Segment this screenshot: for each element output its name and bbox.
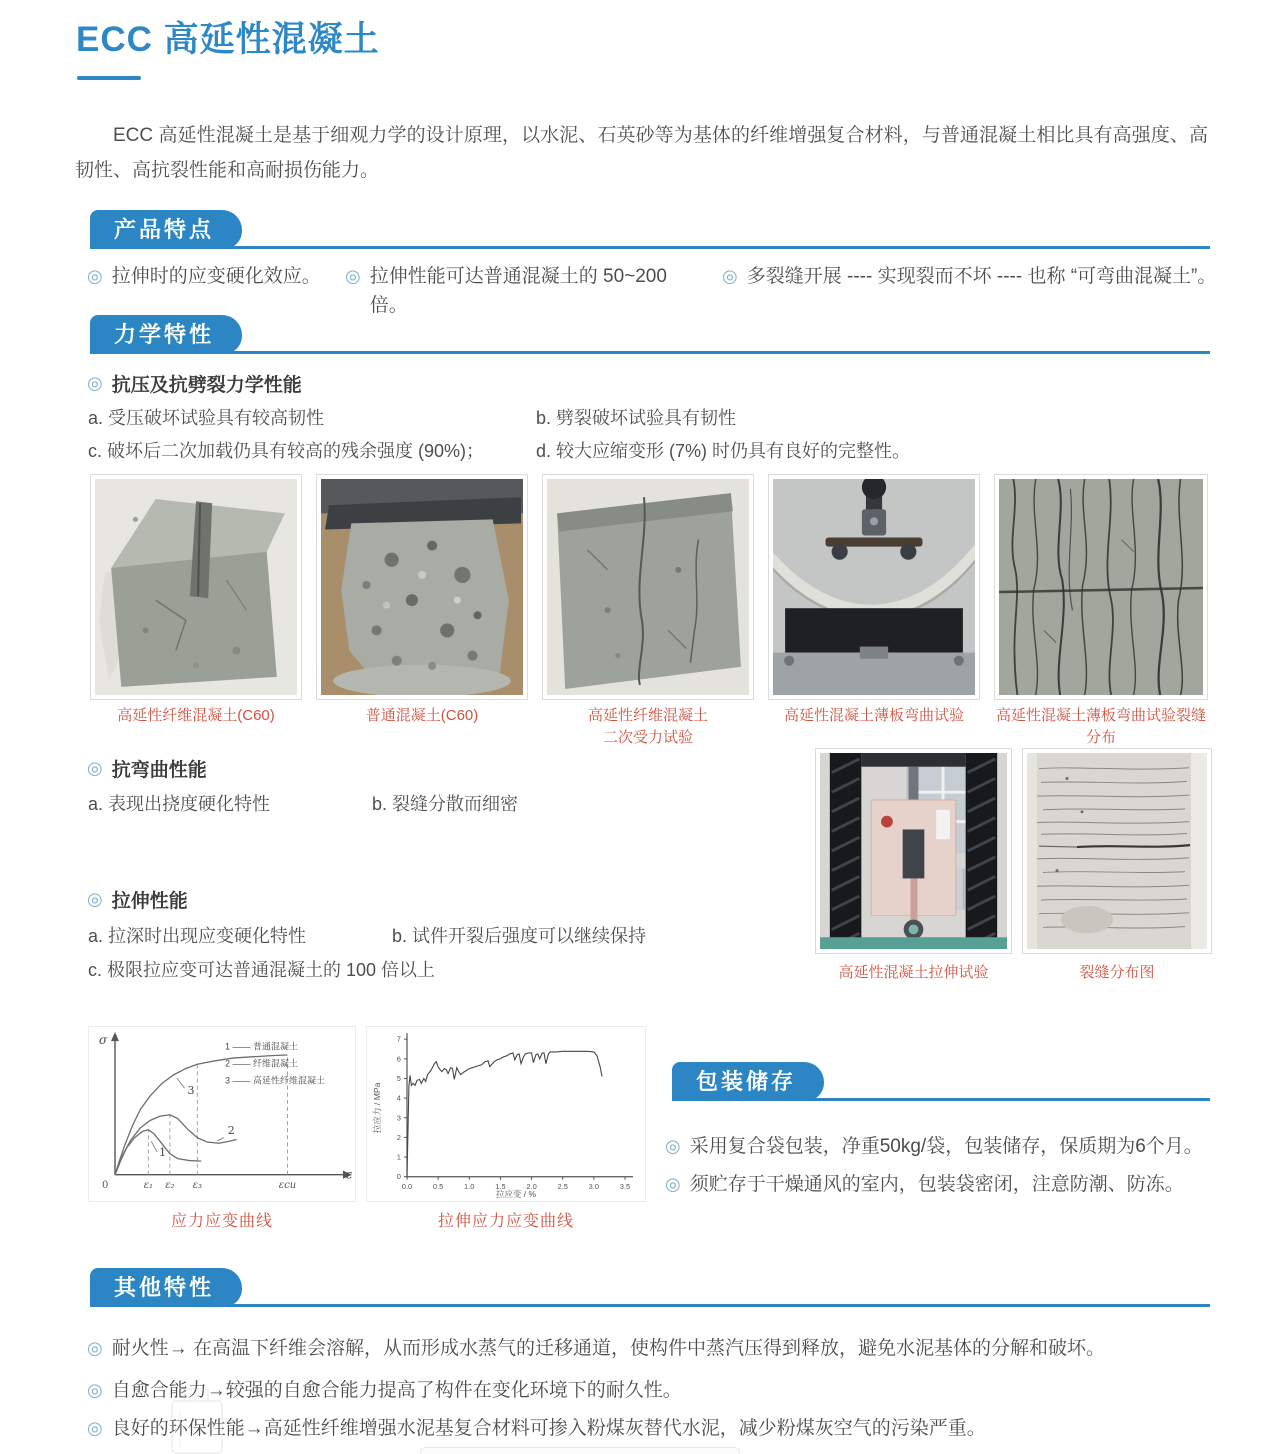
feature-bullet bbox=[87, 262, 337, 291]
photo-normal-concrete-c60-image bbox=[321, 479, 523, 695]
compression-item-a: a. 受压破坏试验具有较高韧性 bbox=[88, 408, 325, 428]
bending-item-b: b. 裂缝分散而细密 bbox=[372, 794, 519, 814]
svg-text:1: 1 bbox=[396, 1152, 401, 1162]
section-tab-packaging: 包装储存 bbox=[672, 1062, 824, 1101]
photo-tension-crack-map-image bbox=[1027, 753, 1207, 949]
double-circle-bullet-icon: ◎ bbox=[87, 889, 103, 909]
svg-text:1 —— 普通混凝土: 1 —— 普通混凝土 bbox=[225, 1041, 298, 1052]
svg-text:3.0: 3.0 bbox=[588, 1181, 600, 1191]
other-feature-bullet-text: 良好的环保性能→高延性纤维增强水泥基复合材料可掺入粉煤灰替代水泥，减少粉煤灰空气的污染严重。 bbox=[111, 1418, 986, 1439]
photo-thin-plate-bending-test-image bbox=[773, 479, 975, 695]
svg-text:1: 1 bbox=[159, 1146, 167, 1160]
photo-tension-crack-map bbox=[1022, 748, 1212, 954]
photo-caption: 高延性混凝土薄板弯曲试验 bbox=[783, 707, 964, 724]
photo-caption-line1: 高延性纤维混凝土 bbox=[587, 707, 708, 724]
tensile-stress-strain-chart bbox=[366, 1026, 646, 1202]
subsection-compression bbox=[87, 370, 302, 397]
photo-caption: 高延性混凝土薄板弯曲试验裂缝分布 bbox=[995, 707, 1206, 746]
double-circle-bullet-icon: ◎ bbox=[87, 266, 103, 286]
stress-strain-schematic-svg bbox=[89, 1027, 355, 1201]
title-underline bbox=[77, 76, 141, 80]
double-circle-bullet-icon: ◎ bbox=[87, 1418, 103, 1438]
svg-text:拉应变 / %: 拉应变 / % bbox=[495, 1188, 537, 1199]
svg-text:1.5: 1.5 bbox=[495, 1181, 506, 1191]
svg-text:ε: ε bbox=[346, 1167, 353, 1182]
photo-caption: 普通混凝土(C60) bbox=[365, 707, 479, 724]
page-title: ECC 高延性混凝土 bbox=[76, 20, 380, 59]
photo-bending-crack-distribution bbox=[994, 474, 1208, 700]
double-circle-bullet-icon: ◎ bbox=[87, 1338, 103, 1358]
other-feature-bullet bbox=[87, 1334, 1217, 1363]
svg-text:3.5: 3.5 bbox=[619, 1181, 631, 1191]
svg-text:5: 5 bbox=[396, 1073, 401, 1083]
photo-tension-test-machine-image bbox=[820, 753, 1007, 949]
svg-text:0: 0 bbox=[102, 1179, 109, 1191]
other-feature-bullet bbox=[87, 1376, 1217, 1405]
svg-text:2: 2 bbox=[396, 1132, 401, 1142]
other-feature-bullet bbox=[87, 1414, 1217, 1443]
svg-text:0.0: 0.0 bbox=[401, 1181, 413, 1191]
section-rule-others bbox=[90, 1304, 1210, 1307]
svg-text:3: 3 bbox=[187, 1083, 195, 1097]
bending-item-a: a. 表现出挠度硬化特性 bbox=[88, 794, 271, 814]
photo-caption: 高延性纤维混凝土(C60) bbox=[117, 707, 275, 724]
svg-text:ε₁: ε₁ bbox=[143, 1179, 154, 1191]
photo-hdc-cube-c60 bbox=[90, 474, 302, 700]
photo-normal-concrete-c60 bbox=[316, 474, 528, 700]
svg-text:3 —— 高延性纤维混凝土: 3 —— 高延性纤维混凝土 bbox=[225, 1075, 325, 1086]
subsection-tension bbox=[87, 886, 188, 913]
compression-item-c: c. 破坏后二次加载仍具有较高的残余强度 (90%)； bbox=[88, 441, 485, 461]
svg-text:2.0: 2.0 bbox=[526, 1181, 537, 1191]
svg-text:3: 3 bbox=[396, 1113, 401, 1123]
svg-text:ε₃: ε₃ bbox=[192, 1179, 203, 1191]
section-tab-others: 其他特性 bbox=[90, 1268, 242, 1307]
tension-item-c: c. 极限拉应变可达普通混凝土的 100 倍以上 bbox=[88, 960, 436, 980]
subsection-heading: 拉伸性能 bbox=[111, 891, 188, 912]
double-circle-bullet-icon: ◎ bbox=[87, 758, 103, 778]
section-tab-features: 产品特点 bbox=[90, 210, 242, 249]
svg-text:1.0: 1.0 bbox=[464, 1181, 475, 1191]
compression-item-d: d. 较大应缩变形 (7%) 时仍具有良好的完整性。 bbox=[536, 441, 911, 461]
feature-bullet-text: 拉伸时的应变硬化效应。 bbox=[111, 266, 321, 287]
subsection-bending bbox=[87, 755, 207, 782]
double-circle-bullet-icon: ◎ bbox=[87, 1380, 103, 1400]
photo-thin-plate-bending-test bbox=[768, 474, 980, 700]
feature-bullet bbox=[345, 262, 705, 321]
double-circle-bullet-icon: ◎ bbox=[665, 1136, 681, 1156]
packaging-bullet bbox=[665, 1132, 1215, 1161]
svg-text:0: 0 bbox=[396, 1172, 401, 1182]
svg-text:2: 2 bbox=[227, 1123, 235, 1137]
photo-hdc-secondary-load-cube bbox=[542, 474, 754, 700]
chart-caption: 应力应变曲线 bbox=[170, 1213, 273, 1230]
packaging-bullet bbox=[665, 1170, 1215, 1199]
subsection-heading: 抗弯曲性能 bbox=[111, 760, 207, 781]
svg-text:σ: σ bbox=[99, 1033, 108, 1048]
tensile-stress-strain-svg bbox=[367, 1027, 645, 1201]
svg-text:7: 7 bbox=[396, 1034, 401, 1044]
svg-text:2 —— 纤维混凝土: 2 —— 纤维混凝土 bbox=[225, 1058, 298, 1069]
photo-caption-line2: 二次受力试验 bbox=[602, 729, 693, 746]
other-feature-bullet-text: 自愈合能力→较强的自愈合能力提高了构件在变化环境下的耐久性。 bbox=[111, 1380, 682, 1401]
photo-caption: 裂缝分布图 bbox=[1079, 964, 1155, 981]
photo-tension-test-machine bbox=[815, 748, 1012, 954]
double-circle-bullet-icon: ◎ bbox=[87, 373, 103, 393]
photo-hdc-secondary-load-cube-image bbox=[547, 479, 749, 695]
svg-text:6: 6 bbox=[396, 1054, 401, 1064]
feature-bullet bbox=[722, 262, 1222, 291]
feature-bullet-text: 拉伸性能可达普通混凝土的 50~200 倍。 bbox=[369, 266, 667, 317]
photo-bending-crack-distribution-image bbox=[999, 479, 1203, 695]
svg-text:0.5: 0.5 bbox=[432, 1181, 444, 1191]
photo-caption: 高延性混凝土拉伸试验 bbox=[838, 964, 989, 981]
feature-bullet-text: 多裂缝开展 ---- 实现裂而不坏 ---- 也称 “可弯曲混凝土”。 bbox=[746, 266, 1217, 287]
watermark-bottle-svg bbox=[150, 1388, 240, 1454]
watermark-card-edge bbox=[420, 1447, 740, 1454]
svg-text:4: 4 bbox=[396, 1093, 401, 1103]
intro-paragraph: ECC 高延性混凝土是基于细观力学的设计原理，以水泥、石英砂等为基体的纤维增强复合材料，与普通混凝土相比具有高强度、高韧性、高抗裂性能和高耐损伤能力。 bbox=[75, 125, 1208, 182]
packaging-bullet-text: 须贮存于干燥通风的室内，包装袋密闭，注意防潮、防冻。 bbox=[689, 1174, 1184, 1195]
svg-text:ε₂: ε₂ bbox=[165, 1179, 175, 1191]
double-circle-bullet-icon: ◎ bbox=[345, 266, 361, 286]
chart-caption: 拉伸应力应变曲线 bbox=[437, 1213, 574, 1230]
compression-item-b: b. 劈裂破坏试验具有韧性 bbox=[536, 408, 737, 428]
subsection-heading: 抗压及抗劈裂力学性能 bbox=[111, 375, 302, 396]
watermark-bottle-outline bbox=[150, 1388, 240, 1454]
svg-text:εcu: εcu bbox=[278, 1179, 297, 1191]
double-circle-bullet-icon: ◎ bbox=[722, 266, 738, 286]
svg-text:2.5: 2.5 bbox=[557, 1181, 568, 1191]
other-feature-bullet-text: 耐火性→ 在高温下纤维会溶解，从而形成水蒸气的迁移通道，使构件中蒸汽压得到释放，避免水泥基体的分解和破坏。 bbox=[111, 1338, 1106, 1359]
section-tab-mechanics: 力学特性 bbox=[90, 315, 242, 354]
tension-item-a: a. 拉深时出现应变硬化特性 bbox=[88, 926, 307, 946]
stress-strain-schematic-chart bbox=[88, 1026, 356, 1202]
section-rule-features bbox=[90, 246, 1210, 249]
section-rule-mechanics bbox=[90, 351, 1210, 354]
packaging-bullet-text: 采用复合袋包装，净重50kg/袋，包装储存，保质期为6个月。 bbox=[689, 1136, 1203, 1157]
tension-item-b: b. 试件开裂后强度可以继续保持 bbox=[392, 926, 647, 946]
photo-caption bbox=[542, 705, 754, 749]
svg-text:拉应力 / MPa: 拉应力 / MPa bbox=[372, 1082, 382, 1134]
photo-hdc-cube-c60-image bbox=[95, 479, 297, 695]
double-circle-bullet-icon: ◎ bbox=[665, 1174, 681, 1194]
